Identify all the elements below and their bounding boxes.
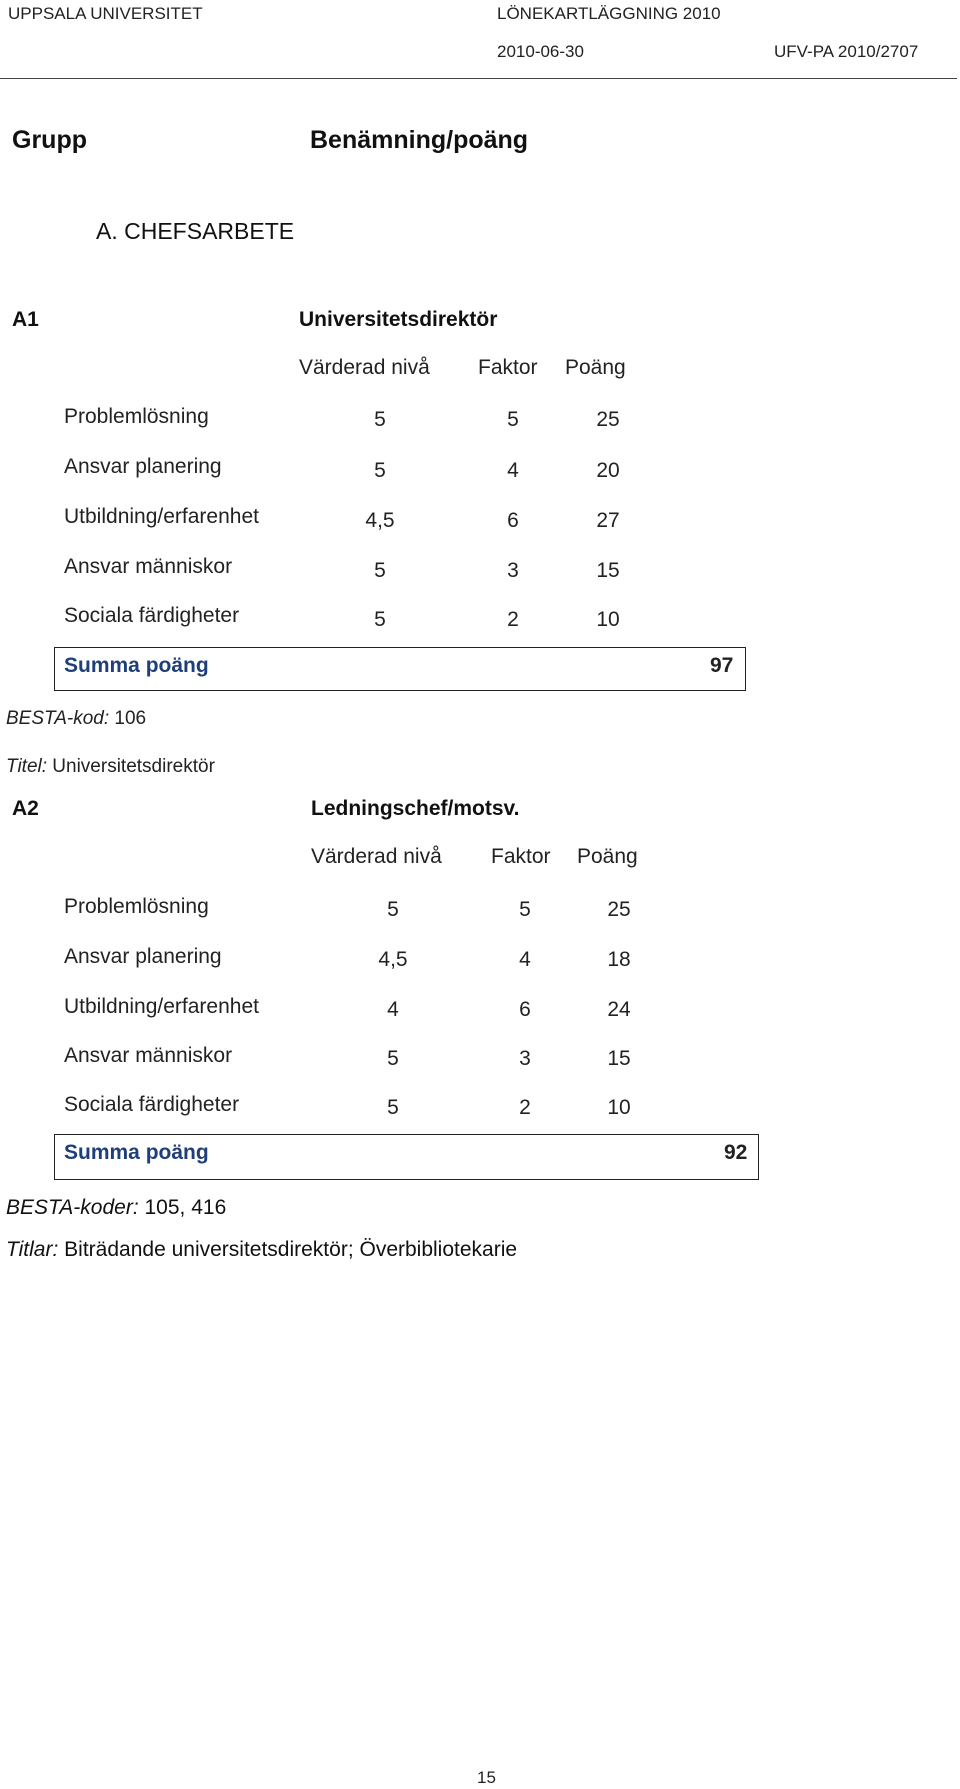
title-value: Biträdande universitetsdirektör; Överbibliotekarie [64, 1238, 518, 1261]
sum-value: 92 [724, 1141, 748, 1164]
section-title: A. CHEFSARBETE [96, 218, 295, 244]
row-label: Ansvar människor [64, 1044, 233, 1067]
row-label: Sociala färdigheter [64, 604, 240, 627]
col-header-poang: Poäng [565, 356, 626, 379]
cell-poang: 24 [607, 998, 631, 1021]
cell-niva: 5 [387, 1096, 399, 1119]
row-label: Utbildning/erfarenhet [64, 995, 259, 1018]
column-title-benamning: Benämning/poäng [310, 126, 529, 154]
besta-label: BESTA-kod: [6, 708, 110, 729]
title-line [6, 756, 215, 778]
cell-niva: 5 [374, 459, 386, 482]
cell-niva: 5 [374, 608, 386, 631]
header-doc-title: LÖNEKARTLÄGGNING 2010 [497, 4, 721, 23]
cell-faktor: 5 [507, 408, 519, 431]
cell-niva: 5 [387, 898, 399, 921]
page-number: 15 [477, 1768, 496, 1787]
group-code: A1 [12, 308, 39, 331]
row-label: Ansvar människor [64, 555, 233, 578]
row-label: Utbildning/erfarenhet [64, 505, 259, 528]
besta-line [6, 1196, 226, 1220]
cell-faktor: 5 [519, 898, 531, 921]
row-label: Problemlösning [64, 405, 209, 428]
column-title-grupp: Grupp [12, 126, 87, 154]
cell-niva: 5 [374, 408, 386, 431]
title-label: Titel: [6, 756, 48, 777]
besta-line [6, 708, 146, 730]
cell-poang: 18 [607, 948, 631, 971]
besta-label: BESTA-koder: [6, 1196, 139, 1219]
cell-poang: 27 [596, 509, 620, 532]
cell-poang: 20 [596, 459, 620, 482]
col-header-poang: Poäng [577, 845, 638, 868]
cell-faktor: 2 [519, 1096, 531, 1119]
cell-poang: 25 [607, 898, 631, 921]
row-label: Problemlösning [64, 895, 209, 918]
header-date: 2010-06-30 [497, 42, 584, 61]
row-label: Sociala färdigheter [64, 1093, 240, 1116]
col-header-faktor: Faktor [491, 845, 551, 868]
row-label: Ansvar planering [64, 455, 222, 478]
besta-value: 106 [114, 708, 147, 729]
group-name: Ledningschef/motsv. [311, 797, 520, 820]
cell-faktor: 2 [507, 608, 519, 631]
cell-niva: 4,5 [365, 509, 395, 532]
group-name: Universitetsdirektör [299, 308, 498, 331]
title-value: Universitetsdirektör [52, 756, 215, 777]
cell-niva: 4 [387, 998, 399, 1021]
title-label: Titlar: [6, 1238, 59, 1261]
cell-niva: 5 [387, 1047, 399, 1070]
cell-poang: 15 [607, 1047, 631, 1070]
col-header-niva: Värderad nivå [299, 356, 430, 379]
cell-faktor: 3 [507, 559, 519, 582]
cell-poang: 25 [596, 408, 620, 431]
cell-faktor: 6 [519, 998, 531, 1021]
col-header-niva: Värderad nivå [311, 845, 442, 868]
cell-faktor: 4 [507, 459, 519, 482]
row-label: Ansvar planering [64, 945, 222, 968]
sum-value: 97 [710, 654, 734, 677]
header-ref: UFV-PA 2010/2707 [774, 42, 919, 61]
cell-faktor: 6 [507, 509, 519, 532]
header-org: UPPSALA UNIVERSITET [8, 4, 203, 23]
cell-poang: 10 [596, 608, 620, 631]
cell-niva: 5 [374, 559, 386, 582]
cell-niva: 4,5 [378, 948, 408, 971]
col-header-faktor: Faktor [478, 356, 538, 379]
sum-label: Summa poäng [64, 1141, 209, 1164]
group-code: A2 [12, 797, 39, 820]
cell-poang: 10 [607, 1096, 631, 1119]
besta-value: 105, 416 [144, 1196, 227, 1219]
header-divider [0, 78, 957, 79]
cell-poang: 15 [596, 559, 620, 582]
cell-faktor: 3 [519, 1047, 531, 1070]
title-line [6, 1238, 517, 1262]
cell-faktor: 4 [519, 948, 531, 971]
sum-label: Summa poäng [64, 654, 209, 677]
